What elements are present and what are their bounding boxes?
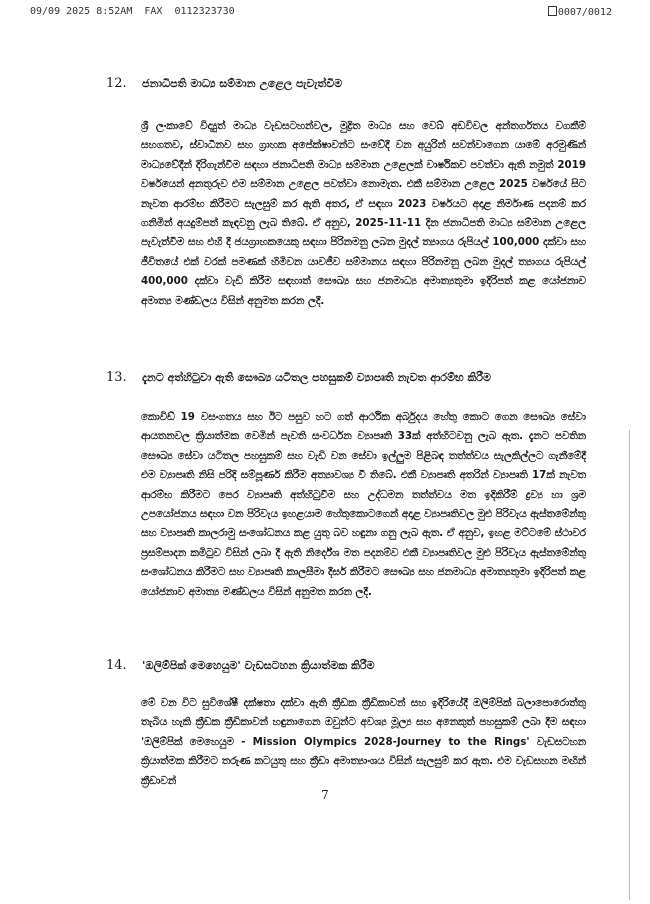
section-14-body: මේ වන විට සුවිශේෂී දක්ෂතා දක්වා ඇති ක්‍රීඩක ක්‍රීඩිකාවන් සහ ඉදිරියේදී ඔලිම්පික් බලාපොරොත්තු තැබිය හැකි ක්‍රීඩක ක්‍රීඩිකාවන් හඳුනාගෙන ඔවුන්ට අවශ්‍ය මූල්‍ය සහ අනෙකුත් පහසුකම් ලබා දීම සඳහා 'ඔලිම්පික් මෙහෙයුම - Mission Olympics 2028-Journey to the Rings' වැඩසටහන ක්‍රියාත්මක කිරීමට තරුණ කටයුතු සහ ක්‍රීඩා අමාත්‍යාංශය විසින් සැලසුම් කර ඇත. එම වැඩසහන මඟින් ක්‍රීඩාවන් xyxy=(141,697,586,787)
section-title: 'ඔලිම්පික් මෙහෙයුම' වැඩසටහන ක්‍රියාත්මක කිරීම xyxy=(142,659,375,672)
section-number: 12. xyxy=(106,76,127,91)
section-number: 14. xyxy=(106,658,127,673)
page-number: 7 xyxy=(321,788,329,802)
section-title: දැනට අත්හිටුවා ඇති සෞඛ්‍ය යටිතල පහසුකම් ව්‍යාපෘති නැවත ආරම්භ කිරීම xyxy=(142,371,491,384)
fax-header-left: 09/09 2025 8:52AM FAX 0112323730 xyxy=(30,6,235,17)
section-13-body: කොවිඩ් 19 වසංගතය සහ ඊට පසුව හට ගත් ආර්ථික අර්බුදය හේතු කොට ගෙන සෞඛ්‍ය සේවා ආයතනවල ක්‍රියාත්මක වෙමින් පැවති සංවර්ධන ව්‍යාපෘති 33ක් අත්හිටවනු ලැබ ඇත. දැනට පවතින සෞඛ්‍ය සේවා යටිතල පහසුකම් සහ වැඩි වන සේවා ඉල්ලුම පිළිබඳ තත්ත්වය සැලකිල්ලට ගැනීමේදී එම ව්‍යාපෘති නිසි පරිදි සම්පූර්ණ කිරීම අත්‍යාවශ්‍ය වී තිබේ. එකී ව්‍යාපෘති අතරින් ව්‍යාපෘති 17ක් නැවත ආරම්භ කිරීමට පෙර ව්‍යාපෘති අත්හිටුවීම සහ උද්ධමන තත්ත්වය මත ඉදිකිරීම් ද්‍රව්‍ය හා ශ්‍රම උපයෝජනය සඳහා වන පිරිවැය ඉහළයාම හේතුකොටගෙන් අදාළ ව්‍යාපෘතිවල මුළු පිරිවැය ඇස්තමේන්තු සහ ව්‍යාපෘති කාලරාමු සංශෝධනය කළ යුතු බව හඳුනා ගනු ලැබ ඇත. ඒ අනුව, ඉහළ මට්ටමේ ස්ථාවර ප්‍රසම්පාදන කමිටුව විසින් ලබා දී ඇති නිර්දේශ මත පදනම්ව එකී ව්‍යාපෘතිවල මුළු පිරිවැය ඇස්තමේන්තු සංශෝධනය කිරීමට සහ ව්‍යාපෘති කාලසීමා දීර්ඝ කිරීමට සෞඛ්‍ය සහ ජනමාධ්‍ය අමාත්‍යතුමා ඉදිරිපත් කළ යෝජනාව අමාත්‍ය මණ්ඩලය විසින් අනුමත කරන ලදී. xyxy=(141,411,586,598)
section-number: 13. xyxy=(106,370,127,385)
fax-page-count: 0007/0012 xyxy=(557,7,612,18)
section-12-body: ශ්‍රී ලංකාවේ විද්‍යුත් මාධ්‍ය වැඩසටහන්වල, මුද්‍රිත මාධ්‍ය සහ වෙබ් අඩවිවල අන්තර්ගතය වගකීම් සහගතව, ස්වාධීනව සහ ග්‍රාහක අපේක්ෂාවන්ට සංවේදී වන අයුරින් සවන්වාගෙන යාමේ අරමුණින් මාධ්‍යවේදීන් දිරිගැන්වීම සඳහා ජනාධිපති මාධ්‍ය සම්මාන උළෙලක් වාර්ෂිකව පවත්වා ඇති නමුත් 2019 වර්ෂයෙන් අනතුරුව එම සම්මාන උළෙල පවත්වා නොමැත. එකී සම්මාන උළෙල 2025 වර්ෂයේ සිට නැවත ආරම්භ කිරීමට සැලසුම් කර ඇති අතර, ඒ සඳහා 2023 වර්ෂයට අදාළ නිර්මාණ පදනම් කර ගනිමින් අයදුම්පත් කැඳවනු ලැබ තිබේ. ඒ අනුව, 2025-11-11 දින ජනාධිපති මාධ්‍ය සම්මාන උළෙල පැවැත්වීම සහ එහි දී ජයග්‍රාහකයෙකු සඳහා පිරිනමනු ලබන මුදල් ත්‍යාගය රුපියල් 100,000 දක්වා සහ ජීවිතයේ එක් වරක් පමණක් හිමිවන යාවජීව සම්මානය සඳහා පිරිනමනු ලබන මුදල් ත්‍යාගය රුපියල් 400,000 දක්වා වැඩි කිරීම සඳහාත් සෞඛ්‍ය සහ ජනමාධ්‍ය අමාත්‍යතුමා ඉදිරිපත් කළ යෝජනාව අමාත්‍ය මණ්ඩලය විසින් අනුමත කරන ලදී. xyxy=(141,120,586,307)
fax-header xyxy=(0,6,650,20)
scan-edge-line xyxy=(629,430,630,900)
section-title: ජනාධිපති මාධ්‍ය සම්මාන උළෙල පැවැත්වීම xyxy=(142,77,343,90)
fax-page-icon xyxy=(548,6,557,16)
fax-header-right xyxy=(548,6,612,18)
